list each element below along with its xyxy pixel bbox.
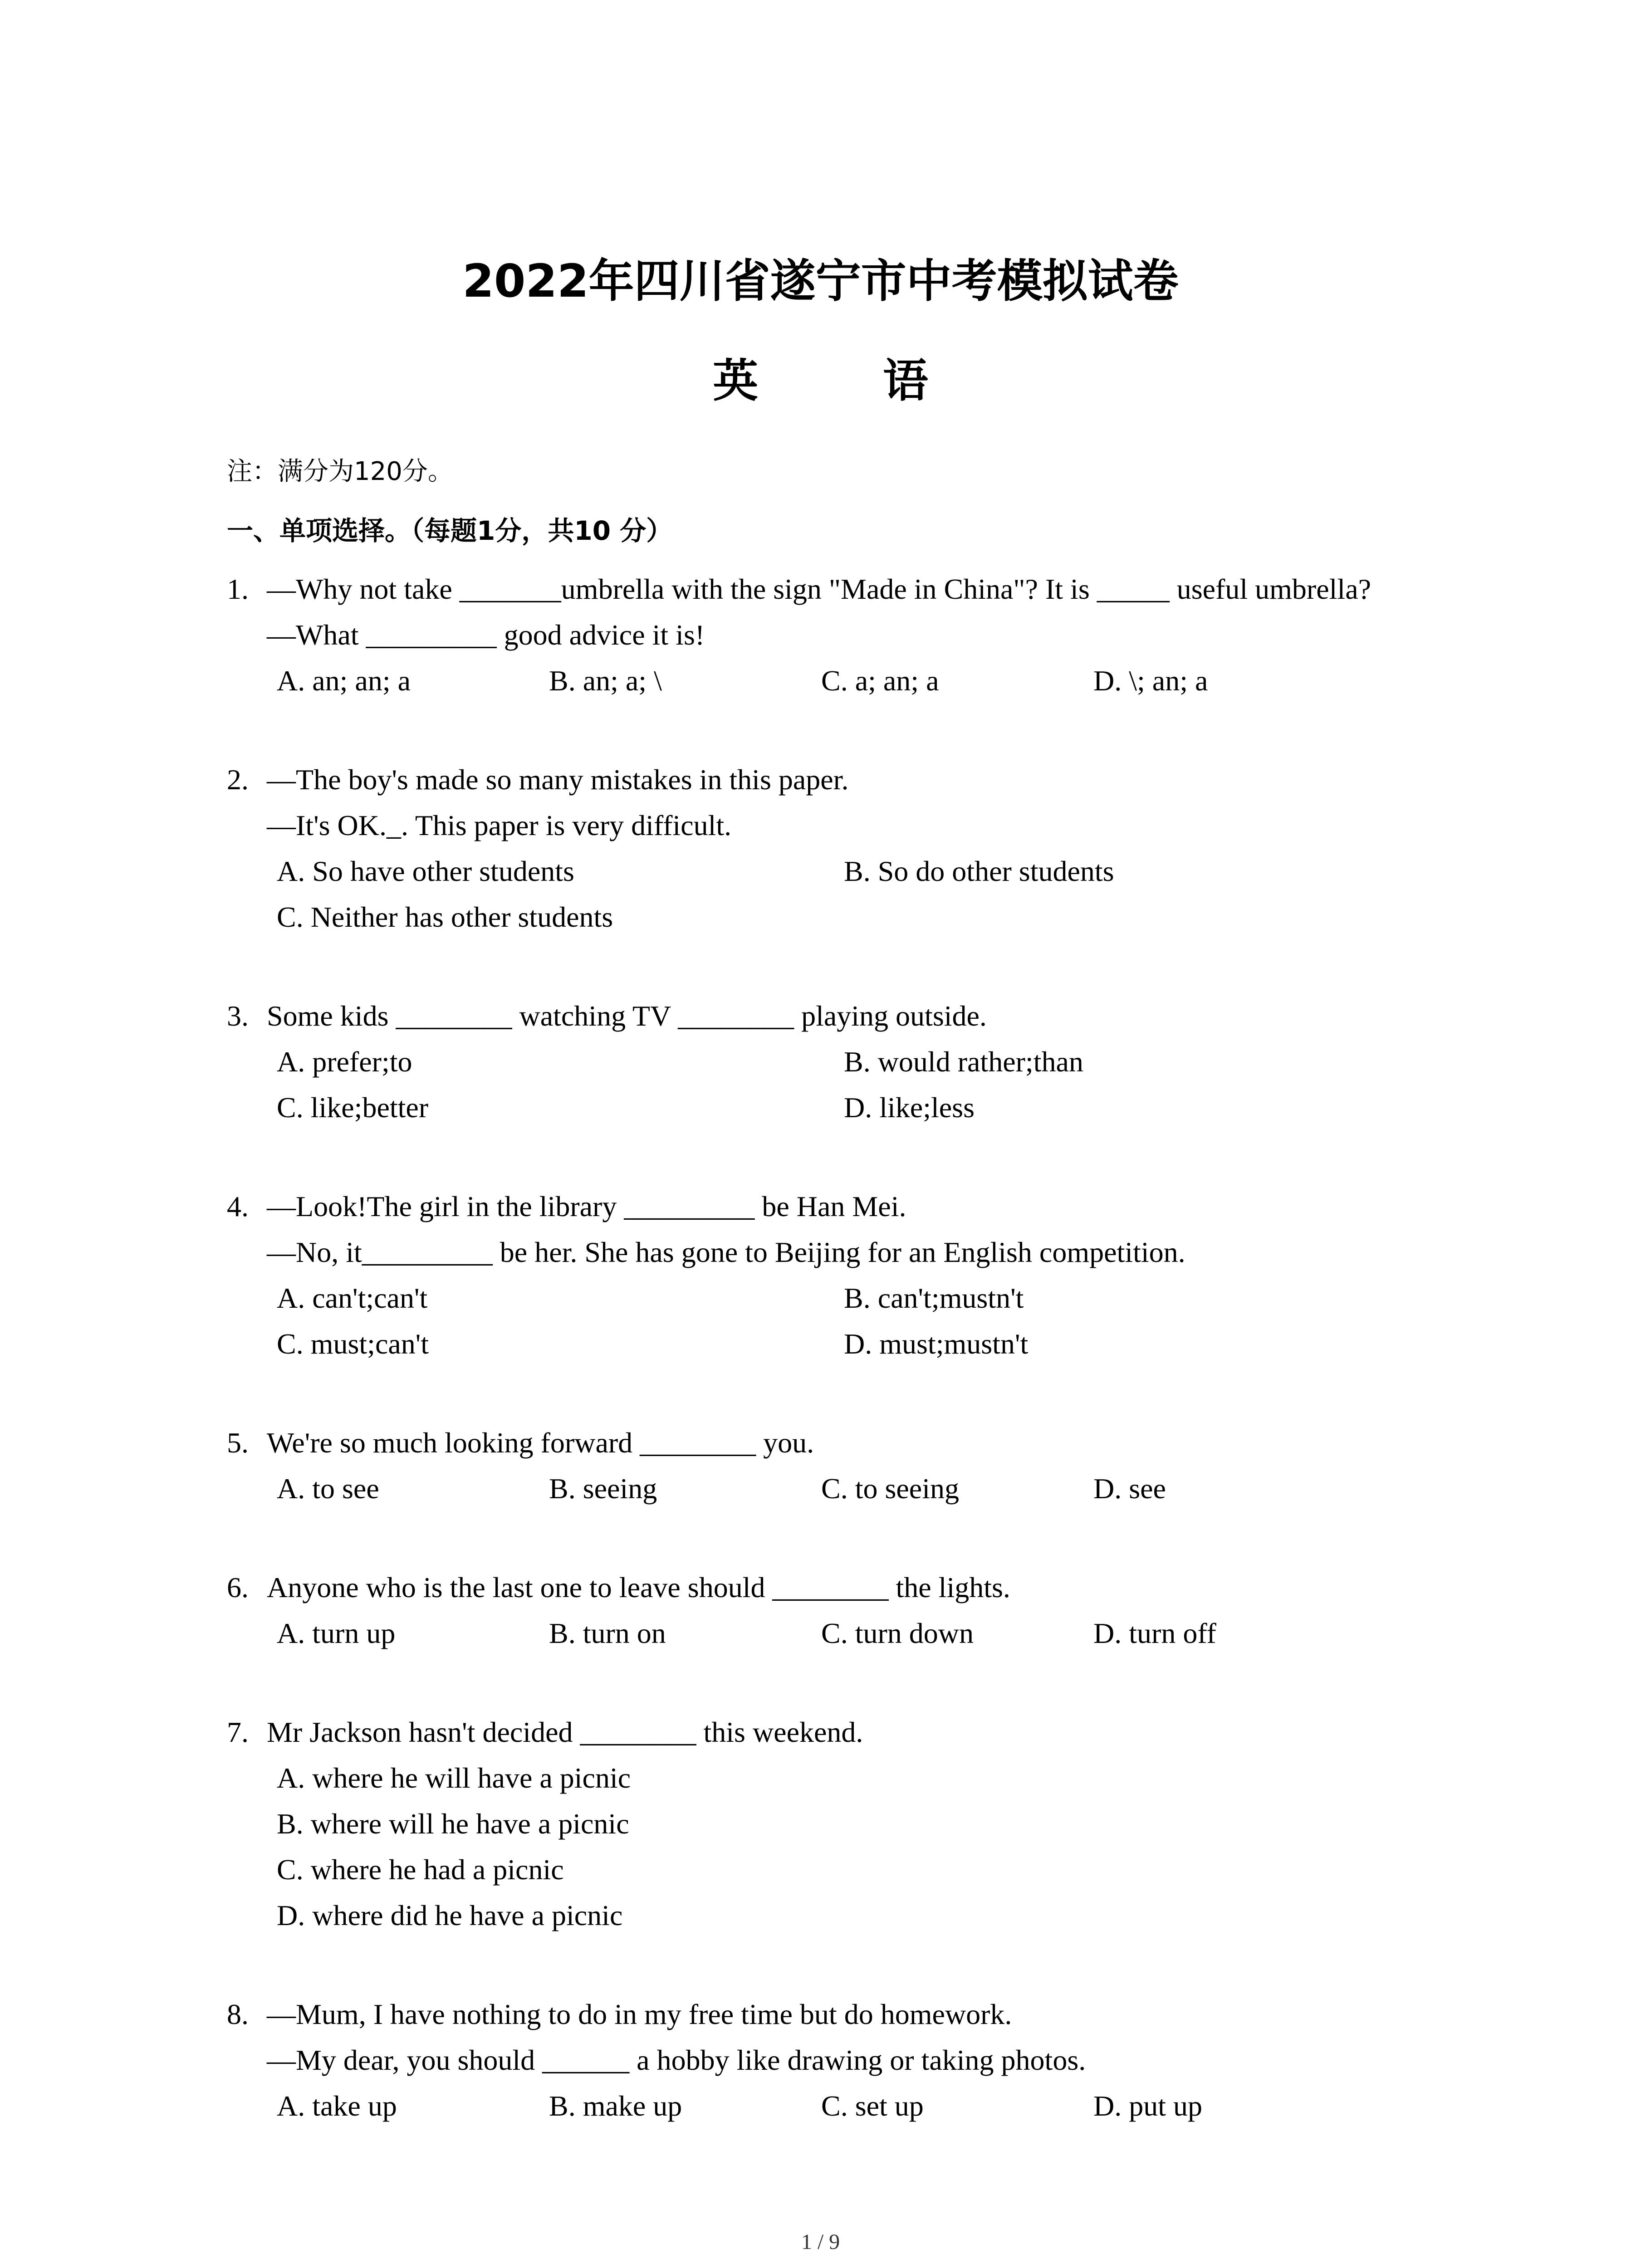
option-c: C. to seeing (821, 1472, 959, 1505)
option-b: B. seeing (549, 1472, 657, 1505)
option-d: D. like;less (844, 1091, 975, 1124)
option-c: C. like;better (277, 1091, 429, 1124)
option-d: D. must;mustn't (844, 1328, 1029, 1360)
option-row (227, 1321, 1497, 1367)
option-row (227, 1275, 1497, 1321)
question-2 (227, 757, 1497, 940)
question-text: —Mum, I have nothing to do in my free time but do homework. (267, 1998, 1012, 2030)
option-c: C. turn down (821, 1617, 974, 1649)
option-d: D. \; an; a (1093, 665, 1208, 697)
option-a: A. prefer;to (277, 1046, 412, 1078)
question-stem-line: —No, it_________ be her. She has gone to Beijing for an English competition. (267, 1236, 1185, 1268)
option-b: B. make up (549, 2090, 682, 2122)
question-1 (227, 566, 1497, 704)
option-row (227, 894, 1497, 940)
option-c: C. set up (821, 2090, 924, 2122)
question-stem-line: —My dear, you should ______ a hobby like drawing or taking photos. (267, 2044, 1086, 2076)
option-a: A. where he will have a picnic (277, 1762, 631, 1794)
question-number: 7. (227, 1716, 249, 1748)
option-c: C. a; an; a (821, 665, 939, 697)
option-d: D. see (1093, 1472, 1166, 1505)
question-stem-line (227, 993, 1497, 1039)
option-row (227, 1085, 1497, 1130)
question-stem-line: —What _________ good advice it is! (267, 619, 705, 651)
question-stem-line (227, 1991, 1497, 2037)
option-a: A. take up (277, 2090, 397, 2122)
question-stem-line: —It's OK._. This paper is very difficult. (267, 809, 732, 841)
question-stem-line (227, 1564, 1497, 1610)
section-heading: 一、单项选择。（每题1分，共10 分） (227, 515, 673, 546)
option-b: B. turn on (549, 1617, 666, 1649)
option-row (227, 1610, 1497, 1656)
exam-title: 2022年四川省遂宁市中考模拟试卷 (462, 254, 1179, 308)
option-row (227, 848, 1497, 894)
option-row (227, 2083, 1497, 2129)
option-a: A. So have other students (277, 855, 574, 887)
option-a: A. an; an; a (277, 665, 411, 697)
option-b: B. where will he have a picnic (277, 1808, 629, 1840)
question-stem-line (227, 757, 1497, 802)
question-text: —Look!The girl in the library _________ be Han Mei. (267, 1190, 906, 1222)
question-text: —The boy's made so many mistakes in this paper. (267, 763, 849, 796)
question-number: 1. (227, 573, 249, 605)
question-number: 3. (227, 1000, 249, 1032)
question-number: 4. (227, 1190, 249, 1222)
option-row (227, 1755, 1497, 1801)
question-stem-line (227, 1420, 1497, 1466)
option-d: D. turn off (1093, 1617, 1216, 1649)
question-8 (227, 1991, 1497, 2129)
option-a: A. can't;can't (277, 1282, 428, 1314)
question-5 (227, 1420, 1497, 1511)
option-b: B. So do other students (844, 855, 1114, 887)
question-stem-line (227, 566, 1497, 612)
question-list (227, 566, 1497, 2129)
option-row (227, 1801, 1497, 1847)
question-text: —Why not take _______umbrella with the sign "Made in China"? It is _____ useful umbrella? (267, 573, 1371, 605)
question-text: Some kids ________ watching TV ________ playing outside. (267, 1000, 987, 1032)
subject-title: 英 语 (713, 354, 983, 407)
option-d: D. put up (1093, 2090, 1202, 2122)
question-stem-line (227, 1183, 1497, 1229)
option-d: D. where did he have a picnic (277, 1899, 623, 1931)
question-number: 5. (227, 1427, 249, 1459)
option-b: B. can't;mustn't (844, 1282, 1024, 1314)
score-note: 注：满分为120分。 (227, 457, 453, 486)
question-4 (227, 1183, 1497, 1367)
page-number: 1 / 9 (801, 2230, 840, 2254)
question-text: We're so much looking forward ________ you. (267, 1427, 814, 1459)
question-number: 8. (227, 1998, 249, 2030)
question-text: Mr Jackson hasn't decided ________ this weekend. (267, 1716, 863, 1748)
question-number: 2. (227, 763, 249, 796)
question-7 (227, 1709, 1497, 1938)
option-c: C. Neither has other students (277, 901, 613, 933)
option-c: C. must;can't (277, 1328, 429, 1360)
question-text: Anyone who is the last one to leave should ________ the lights. (267, 1571, 1010, 1603)
option-row (227, 658, 1497, 704)
option-row (227, 1847, 1497, 1892)
question-stem-line (227, 1709, 1497, 1755)
option-a: A. to see (277, 1472, 379, 1505)
question-3 (227, 993, 1497, 1130)
option-b: B. would rather;than (844, 1046, 1083, 1078)
question-6 (227, 1564, 1497, 1656)
option-row (227, 1466, 1497, 1511)
option-a: A. turn up (277, 1617, 396, 1649)
option-c: C. where he had a picnic (277, 1853, 564, 1886)
question-number: 6. (227, 1571, 249, 1603)
option-row (227, 1892, 1497, 1938)
option-row (227, 1039, 1497, 1085)
option-b: B. an; a; \ (549, 665, 662, 697)
